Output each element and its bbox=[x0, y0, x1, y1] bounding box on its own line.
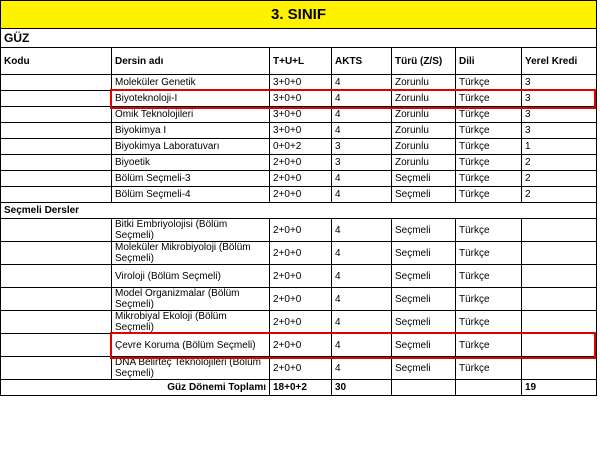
course-akts: 4 bbox=[332, 187, 392, 203]
course-akts: 4 bbox=[332, 334, 392, 357]
course-name: Viroloji (Bölüm Seçmeli) bbox=[112, 265, 270, 288]
total-row bbox=[1, 380, 597, 396]
course-name: DNA Belirteç Teknolojileri (Bölüm Seçmeli) bbox=[112, 357, 270, 380]
course-code bbox=[1, 219, 112, 242]
course-tul: 2+0+0 bbox=[270, 288, 332, 311]
course-akts: 4 bbox=[332, 242, 392, 265]
course-type: Zorunlu bbox=[392, 91, 456, 107]
course-code bbox=[1, 311, 112, 334]
course-akts: 3 bbox=[332, 155, 392, 171]
course-language: Türkçe bbox=[456, 219, 522, 242]
course-language: Türkçe bbox=[456, 123, 522, 139]
course-akts: 4 bbox=[332, 288, 392, 311]
course-type: Seçmeli bbox=[392, 288, 456, 311]
course-credit: 2 bbox=[522, 155, 597, 171]
course-code bbox=[1, 334, 112, 357]
course-row bbox=[1, 75, 597, 91]
course-name: Moleküler Genetik bbox=[112, 75, 270, 91]
course-type: Zorunlu bbox=[392, 75, 456, 91]
course-tul: 2+0+0 bbox=[270, 357, 332, 380]
course-credit: 3 bbox=[522, 107, 597, 123]
course-credit: 1 bbox=[522, 139, 597, 155]
course-credit: 2 bbox=[522, 187, 597, 203]
course-type: Seçmeli bbox=[392, 311, 456, 334]
course-language: Türkçe bbox=[456, 187, 522, 203]
course-credit: 3 bbox=[522, 91, 597, 107]
course-language: Türkçe bbox=[456, 91, 522, 107]
course-row bbox=[1, 123, 597, 139]
course-akts: 4 bbox=[332, 265, 392, 288]
elective-row bbox=[1, 219, 597, 242]
column-header: Kodu bbox=[1, 48, 112, 75]
course-type: Seçmeli bbox=[392, 334, 456, 357]
course-type: Seçmeli bbox=[392, 219, 456, 242]
course-row bbox=[1, 139, 597, 155]
course-tul: 3+0+0 bbox=[270, 107, 332, 123]
elective-row bbox=[1, 242, 597, 265]
course-akts: 4 bbox=[332, 171, 392, 187]
course-language: Türkçe bbox=[456, 107, 522, 123]
course-name: Moleküler Mikrobiyoloji (Bölüm Seçmeli) bbox=[112, 242, 270, 265]
course-credit bbox=[522, 334, 597, 357]
total-akts: 30 bbox=[332, 380, 392, 396]
course-row bbox=[1, 187, 597, 203]
course-type: Zorunlu bbox=[392, 123, 456, 139]
total-tul: 18+0+2 bbox=[270, 380, 332, 396]
course-tul: 2+0+0 bbox=[270, 334, 332, 357]
course-language: Türkçe bbox=[456, 334, 522, 357]
course-tul: 2+0+0 bbox=[270, 265, 332, 288]
course-language: Türkçe bbox=[456, 357, 522, 380]
column-header: Yerel Kredi bbox=[522, 48, 597, 75]
course-row bbox=[1, 171, 597, 187]
course-language: Türkçe bbox=[456, 75, 522, 91]
course-tul: 3+0+0 bbox=[270, 123, 332, 139]
course-row bbox=[1, 91, 597, 107]
course-type: Seçmeli bbox=[392, 242, 456, 265]
course-tul: 2+0+0 bbox=[270, 219, 332, 242]
column-header: Dersin adı bbox=[112, 48, 270, 75]
course-row bbox=[1, 107, 597, 123]
course-akts: 3 bbox=[332, 139, 392, 155]
course-name: Omik Teknolojileri bbox=[112, 107, 270, 123]
course-credit bbox=[522, 288, 597, 311]
column-header-row bbox=[1, 48, 597, 75]
total-type bbox=[392, 380, 456, 396]
course-name: Biyokimya Laboratuvarı bbox=[112, 139, 270, 155]
course-type: Seçmeli bbox=[392, 265, 456, 288]
total-language bbox=[456, 380, 522, 396]
column-header: Dili bbox=[456, 48, 522, 75]
course-code bbox=[1, 155, 112, 171]
course-name: Mikrobiyal Ekoloji (Bölüm Seçmeli) bbox=[112, 311, 270, 334]
course-type: Zorunlu bbox=[392, 139, 456, 155]
course-type: Zorunlu bbox=[392, 107, 456, 123]
course-akts: 4 bbox=[332, 123, 392, 139]
course-name: Biyoteknoloji-I bbox=[112, 91, 270, 107]
course-credit bbox=[522, 311, 597, 334]
course-akts: 4 bbox=[332, 219, 392, 242]
course-type: Seçmeli bbox=[392, 357, 456, 380]
column-header: AKTS bbox=[332, 48, 392, 75]
course-credit: 3 bbox=[522, 123, 597, 139]
electives-section-row bbox=[1, 203, 597, 219]
course-code bbox=[1, 91, 112, 107]
course-credit bbox=[522, 357, 597, 380]
elective-row bbox=[1, 311, 597, 334]
course-code bbox=[1, 288, 112, 311]
course-language: Türkçe bbox=[456, 155, 522, 171]
course-code bbox=[1, 357, 112, 380]
course-language: Türkçe bbox=[456, 242, 522, 265]
course-tul: 2+0+0 bbox=[270, 171, 332, 187]
course-name: Bölüm Seçmeli-4 bbox=[112, 187, 270, 203]
course-credit bbox=[522, 219, 597, 242]
course-akts: 4 bbox=[332, 107, 392, 123]
course-type: Zorunlu bbox=[392, 155, 456, 171]
course-tul: 3+0+0 bbox=[270, 91, 332, 107]
course-name: Biyokimya I bbox=[112, 123, 270, 139]
course-code bbox=[1, 242, 112, 265]
course-type: Seçmeli bbox=[392, 171, 456, 187]
course-code bbox=[1, 139, 112, 155]
class-title: 3. SINIF bbox=[1, 1, 597, 29]
course-code bbox=[1, 75, 112, 91]
course-tul: 2+0+0 bbox=[270, 242, 332, 265]
course-code bbox=[1, 265, 112, 288]
course-akts: 4 bbox=[332, 357, 392, 380]
course-language: Türkçe bbox=[456, 139, 522, 155]
course-akts: 4 bbox=[332, 91, 392, 107]
course-type: Seçmeli bbox=[392, 187, 456, 203]
elective-row bbox=[1, 334, 597, 357]
course-tul: 3+0+0 bbox=[270, 75, 332, 91]
course-akts: 4 bbox=[332, 75, 392, 91]
total-credit: 19 bbox=[522, 380, 597, 396]
course-language: Türkçe bbox=[456, 311, 522, 334]
course-language: Türkçe bbox=[456, 288, 522, 311]
class-title-row bbox=[1, 1, 597, 29]
season-label: GÜZ bbox=[1, 29, 597, 48]
course-credit: 2 bbox=[522, 171, 597, 187]
column-header: T+U+L bbox=[270, 48, 332, 75]
course-tul: 0+0+2 bbox=[270, 139, 332, 155]
course-tul: 2+0+0 bbox=[270, 155, 332, 171]
course-language: Türkçe bbox=[456, 171, 522, 187]
course-name: Bölüm Seçmeli-3 bbox=[112, 171, 270, 187]
elective-row bbox=[1, 357, 597, 380]
course-code bbox=[1, 107, 112, 123]
electives-label: Seçmeli Dersler bbox=[1, 203, 597, 219]
course-name: Model Organizmalar (Bölüm Seçmeli) bbox=[112, 288, 270, 311]
course-credit bbox=[522, 265, 597, 288]
course-credit bbox=[522, 242, 597, 265]
course-name: Çevre Koruma (Bölüm Seçmeli) bbox=[112, 334, 270, 357]
course-tul: 2+0+0 bbox=[270, 187, 332, 203]
course-code bbox=[1, 187, 112, 203]
course-row bbox=[1, 155, 597, 171]
total-label: Güz Dönemi Toplamı bbox=[1, 380, 270, 396]
course-name: Biyoetik bbox=[112, 155, 270, 171]
course-akts: 4 bbox=[332, 311, 392, 334]
course-code bbox=[1, 171, 112, 187]
course-name: Bitki Embriyolojisi (Bölüm Seçmeli) bbox=[112, 219, 270, 242]
elective-row bbox=[1, 288, 597, 311]
column-header: Türü (Z/S) bbox=[392, 48, 456, 75]
course-credit: 3 bbox=[522, 75, 597, 91]
season-row bbox=[1, 29, 597, 48]
course-tul: 2+0+0 bbox=[270, 311, 332, 334]
elective-row bbox=[1, 265, 597, 288]
course-language: Türkçe bbox=[456, 265, 522, 288]
course-code bbox=[1, 123, 112, 139]
